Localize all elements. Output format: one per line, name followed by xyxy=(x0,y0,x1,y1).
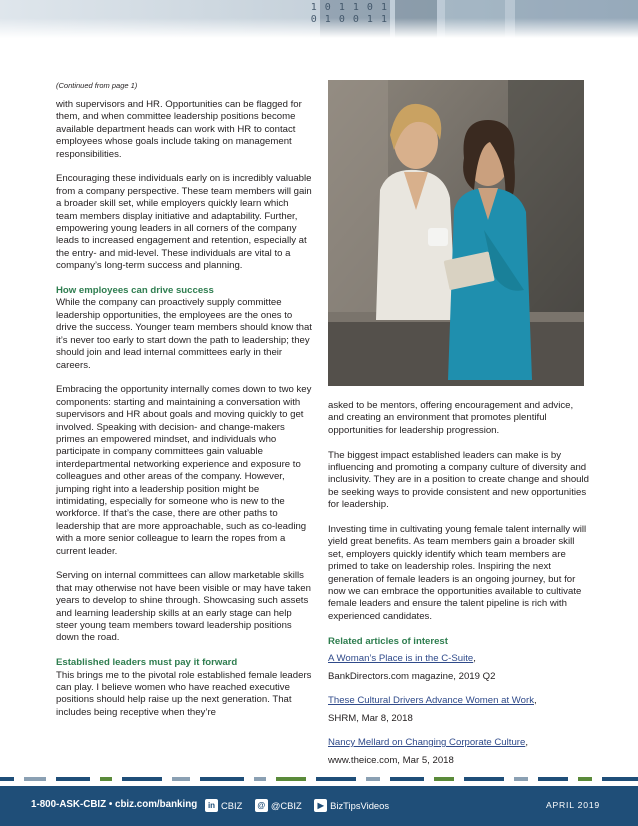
footer-contact[interactable]: 1-800-ASK-CBIZ • cbiz.com/banking xyxy=(31,799,198,810)
related-article: A Woman’s Place is in the C-Suite, BankDirectors.com magazine, 2019 Q2 xyxy=(328,653,496,683)
paragraph: Investing time in cultivating young female talent internally will yield great benefits. As team members gain a broader skill set, employers quickly identify which team members are primed to take on leadership roles. Inspiring the next generation of female leaders is an ongoing journey, but for now we can embrace the opportunities available to cultivate female leaders and ensure the talent pipeline is rich with experienced candidates. xyxy=(328,524,587,622)
twitter-icon: @ xyxy=(255,799,268,812)
photo-two-women-office xyxy=(328,80,584,386)
linkedin-link[interactable] xyxy=(205,797,242,815)
paragraph: The biggest impact established leaders can make is by influencing and promoting a company culture of diversity and inclusivity. They are in a position to create change and should be seeking ways to provide consistent and new opportunities for leadership. xyxy=(328,449,589,511)
subheading: How employees can drive success xyxy=(56,285,214,297)
related-heading: Related articles of interest xyxy=(328,635,448,647)
related-article: Nancy Mellard on Changing Corporate Culture, www.theice.com, Mar 5, 2018 xyxy=(328,737,528,767)
header-binary-pattern: 1 0 1 1 0 1 0 1 0 0 1 1 xyxy=(310,2,388,25)
header-banner xyxy=(0,0,638,38)
related-article-link[interactable]: Nancy Mellard on Changing Corporate Culture xyxy=(328,737,526,749)
twitter-label: @CBIZ xyxy=(270,800,302,812)
youtube-link[interactable] xyxy=(314,797,389,815)
paragraph: Encouraging these individuals early on is incredibly valuable from a company perspective. These team members will gain a broader skill set, while employers quickly learn which team members display initiative and adaptability. Further, empowering young leaders in all corners of the company leads to increased engagement and retention, especially at the entry- and mid-level. These individuals are vital to a company’s long-term success and planning. xyxy=(56,173,312,272)
left-column xyxy=(56,99,312,719)
related-article-source: BankDirectors.com magazine, 2019 Q2 xyxy=(328,671,496,683)
footer-bar xyxy=(0,786,638,826)
paragraph: Embracing the opportunity internally comes down to two key components: starting and maintaining a conversation with supervisors and HR about goals and moving quickly to get involved. Speaking with decision- and change-makers primes an empowered mindset, and individuals who participate in company committees gain valuable interdepartmental networking experience and exposure to colleagues and other areas of the company. However, jumping right into a leadership position might be intimidating, especially for someone who is new to the workforce. If that’s the case, there are other paths to leadership that are more approachable, such as co-leading with a more senior colleague to learn the ropes from a current leader. xyxy=(56,384,312,557)
related-article-source: www.theice.com, Mar 5, 2018 xyxy=(328,755,454,767)
subheading: Established leaders must pay it forward xyxy=(56,657,238,669)
related-article-link[interactable]: A Woman’s Place is in the C-Suite xyxy=(328,653,474,665)
paragraph: While the company can proactively supply committee leadership opportunities, the employees are the ones to drive the success. Younger team members should know that it’s never too early to start down the path to leadership; they should join and lead internal committees early in their careers. xyxy=(56,297,312,371)
continued-note: (Continued from page 1) xyxy=(56,81,138,90)
footer-social-links xyxy=(205,797,397,813)
footer-dash-divider xyxy=(0,777,638,781)
issue-date: APRIL 2019 xyxy=(545,800,600,810)
related-article-link[interactable]: These Cultural Drivers Advance Women at Work xyxy=(328,695,534,707)
related-article-source: SHRM, Mar 8, 2018 xyxy=(328,713,413,725)
paragraph: Serving on internal committees can allow marketable skills that may otherwise not have been visible or may have taken years to develop to shine through. Showcasing such assets and learning leadership skills at an early stage can help steer young team members toward leadership positions down the road. xyxy=(56,570,311,644)
right-column xyxy=(328,400,590,774)
youtube-label: BizTipsVideos xyxy=(330,800,390,812)
linkedin-icon: in xyxy=(205,799,218,812)
youtube-icon: ▶ xyxy=(314,799,327,812)
related-article: These Cultural Drivers Advance Women at Work, SHRM, Mar 8, 2018 xyxy=(328,695,537,725)
article-photo xyxy=(328,80,584,386)
paragraph: with supervisors and HR. Opportunities can be flagged for them, and when committee leadership positions become available department heads can work with HR to contact employees whose goals include taking on management responsibilities. xyxy=(56,99,302,160)
twitter-link[interactable] xyxy=(255,797,302,815)
linkedin-label: CBIZ xyxy=(221,800,243,812)
paragraph: asked to be mentors, offering encouragement and advice, and creating an environment that promotes plentiful opportunities for leadership progression. xyxy=(328,400,574,436)
paragraph: This brings me to the pivotal role established female leaders can play. I believe women who have reached executive positions should help raise up the next generation. That includes being receptive when they’re xyxy=(56,669,312,718)
